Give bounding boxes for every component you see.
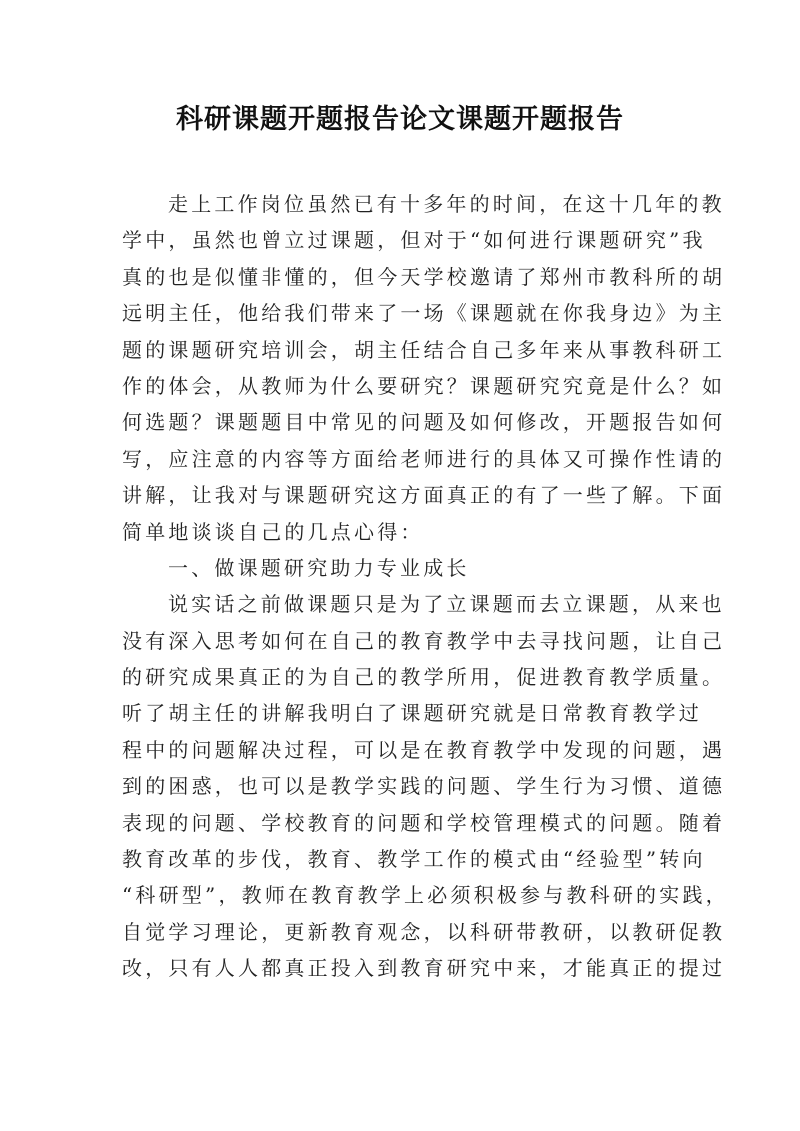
- paragraph-line: 改，只有人人都真正投入到教育研究中来，才能真正的提过: [122, 956, 726, 981]
- paragraph-line: 真的也是似懂非懂的，但今天学校邀请了郑州市教科所的胡: [122, 264, 726, 289]
- paragraph-line: 写，应注意的内容等方面给老师进行的具体又可操作性请的: [122, 446, 726, 471]
- paragraph-line: 何选题？课题题目中常见的问题及如何修改，开题报告如何: [122, 410, 726, 435]
- paragraph-line: 走上工作岗位虽然已有十多年的时间，在这十几年的教: [168, 192, 725, 216]
- paragraph-line: 到的困惑，也可以是教学实践的问题、学生行为习惯、道德: [122, 774, 726, 799]
- paragraph-line: 题的课题研究培训会，胡主任结合自己多年来从事教科研工: [122, 337, 726, 362]
- paragraph-line: 简单地谈谈自己的几点心得：: [122, 519, 424, 544]
- paragraph-line: 说实话之前做课题只是为了立课题而去立课题，从来也: [168, 592, 725, 617]
- paragraph-line: 表现的问题、学校教育的问题和学校管理模式的问题。随着: [122, 810, 726, 835]
- document-title: 科研课题开题报告论文课题开题报告: [176, 104, 624, 135]
- paragraph-line: 作的体会，从教师为什么要研究？课题研究究竟是什么？如: [122, 373, 726, 398]
- document-body: [122, 186, 729, 987]
- paragraph-line: “科研型”，教师在教育教学上必须积极参与教科研的实践，: [122, 883, 729, 908]
- paragraph-line: 自觉学习理论，更新教育观念，以科研带教研，以教研促教: [122, 919, 726, 944]
- paragraph-line: 教育改革的步伐，教育、教学工作的模式由“经验型”转向: [122, 847, 706, 872]
- paragraph-line: 没有深入思考如何在自己的教育教学中去寻找问题，让自己: [122, 628, 726, 653]
- section-heading: 一、做课题研究助力专业成长: [168, 555, 470, 580]
- paragraph-line: 的研究成果真正的为自己的教学所用，促进教育教学质量。: [122, 665, 726, 690]
- paragraph-line: 程中的问题解决过程，可以是在教育教学中发现的问题，遇: [122, 737, 726, 762]
- paragraph-line: 讲解，让我对与课题研究这方面真正的有了一些了解。下面: [122, 483, 726, 508]
- paragraph-line: 学中，虽然也曾立过课题，但对于“如何进行课题研究”我: [122, 228, 706, 253]
- paragraph-line: 远明主任，他给我们带来了一场《课题就在你我身边》为主: [122, 301, 726, 326]
- paragraph-line: 听了胡主任的讲解我明白了课题研究就是日常教育教学过: [122, 701, 702, 726]
